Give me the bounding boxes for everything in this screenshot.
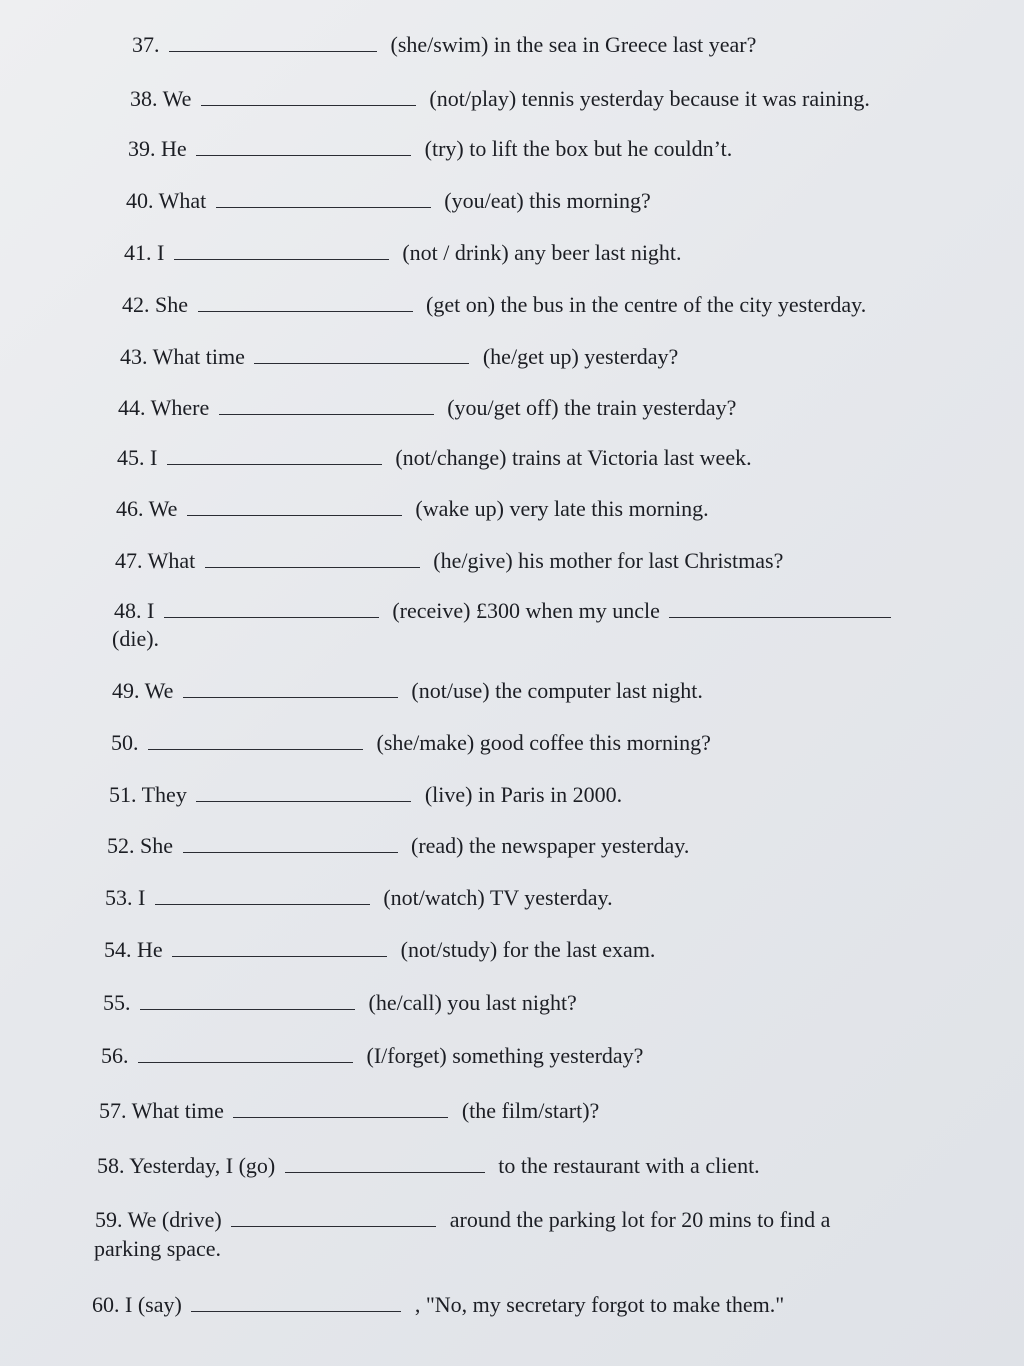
answer-blank[interactable]	[140, 989, 355, 1010]
question-subject: Yesterday, I (go)	[129, 1153, 276, 1178]
question-57	[99, 1096, 599, 1126]
question-number: 38.	[130, 86, 158, 111]
answer-blank[interactable]	[216, 187, 431, 208]
question-48-continuation: (die).	[112, 626, 160, 651]
question-number: 47.	[115, 548, 143, 573]
question-number: 49.	[112, 678, 140, 703]
answer-blank[interactable]	[183, 677, 398, 698]
question-number: 46.	[116, 496, 144, 521]
answer-blank[interactable]	[191, 1291, 401, 1312]
question-verb: to the restaurant with a client.	[498, 1153, 760, 1178]
question-41	[124, 238, 682, 268]
answer-blank[interactable]	[231, 1206, 436, 1227]
question-number: 51.	[109, 782, 137, 807]
question-verb: (you/eat) this morning?	[444, 188, 651, 213]
question-47	[115, 546, 783, 576]
question-50	[111, 728, 711, 758]
question-verb: (he/give) his mother for last Christmas?	[433, 548, 784, 573]
question-37	[132, 30, 756, 60]
question-verb: around the parking lot for 20 mins to find a	[449, 1207, 831, 1232]
question-number: 48.	[114, 598, 142, 623]
question-45	[117, 443, 752, 473]
question-subject: We	[162, 86, 192, 111]
question-verb: (he/get up) yesterday?	[482, 344, 679, 369]
question-verb: (not/change) trains at Victoria last week.	[395, 445, 752, 470]
question-number: 59.	[95, 1207, 123, 1232]
question-verb: (not/use) the computer last night.	[411, 678, 703, 703]
question-subject: We	[144, 678, 174, 703]
answer-blank[interactable]	[164, 597, 379, 618]
question-number: 40.	[126, 188, 154, 213]
question-59-continuation: parking space.	[94, 1236, 222, 1261]
answer-blank[interactable]	[183, 832, 398, 853]
question-verb: (not/play) tennis yesterday because it was raining.	[429, 86, 870, 111]
question-subject: What time	[152, 344, 245, 369]
question-number: 60.	[92, 1292, 120, 1317]
question-subject: I	[150, 445, 158, 470]
question-verb: (you/get off) the train yesterday?	[447, 395, 737, 420]
question-number: 45.	[117, 445, 145, 470]
question-number: 53.	[105, 885, 133, 910]
question-verb: (the film/start)?	[461, 1098, 600, 1123]
question-56	[101, 1041, 643, 1071]
answer-blank[interactable]	[174, 239, 389, 260]
question-subject: What time	[131, 1098, 224, 1123]
question-subject: I	[157, 240, 165, 265]
answer-blank[interactable]	[196, 781, 411, 802]
question-number: 52.	[107, 833, 135, 858]
answer-blank[interactable]	[205, 547, 420, 568]
question-subject: What	[158, 188, 207, 213]
question-52	[107, 831, 689, 861]
question-number: 56.	[101, 1043, 129, 1068]
question-number: 55.	[103, 990, 131, 1015]
answer-blank[interactable]	[187, 495, 402, 516]
question-verb: (get on) the bus in the centre of the city yesterday.	[426, 292, 867, 317]
answer-blank[interactable]	[219, 394, 434, 415]
answer-blank[interactable]	[138, 1042, 353, 1063]
question-40	[126, 186, 651, 216]
question-subject: We	[148, 496, 178, 521]
question-43	[120, 342, 678, 372]
question-number: 44.	[118, 395, 146, 420]
question-49	[112, 676, 703, 706]
question-verb: (wake up) very late this morning.	[415, 496, 709, 521]
question-verb: (receive) £300 when my uncle	[392, 598, 660, 623]
question-number: 58.	[97, 1153, 125, 1178]
answer-blank[interactable]	[155, 884, 370, 905]
answer-blank[interactable]	[198, 291, 413, 312]
question-number: 41.	[124, 240, 152, 265]
question-59	[95, 1205, 830, 1235]
question-number: 43.	[120, 344, 148, 369]
question-verb: (live) in Paris in 2000.	[424, 782, 623, 807]
answer-blank[interactable]	[196, 135, 411, 156]
question-60	[92, 1290, 784, 1320]
question-verb: (try) to lift the box but he couldn’t.	[424, 136, 733, 161]
question-number: 50.	[111, 730, 139, 755]
question-verb: , "No, my secretary forgot to make them."	[414, 1292, 785, 1317]
answer-blank[interactable]	[169, 31, 377, 52]
question-subject: I	[147, 598, 155, 623]
question-53	[105, 883, 613, 913]
question-verb: (he/call) you last night?	[368, 990, 577, 1015]
question-44	[118, 393, 736, 423]
question-verb: (she/swim) in the sea in Greece last year?	[390, 32, 757, 57]
answer-blank-2[interactable]	[669, 597, 891, 618]
answer-blank[interactable]	[148, 729, 363, 750]
question-subject: I	[138, 885, 146, 910]
question-subject: We (drive)	[127, 1207, 222, 1232]
question-number: 37.	[132, 32, 160, 57]
answer-blank[interactable]	[172, 936, 387, 957]
question-42	[122, 290, 866, 320]
question-subject: He	[161, 136, 187, 161]
answer-blank[interactable]	[233, 1097, 448, 1118]
question-subject: What	[147, 548, 196, 573]
question-58	[97, 1151, 760, 1181]
question-verb: (not/watch) TV yesterday.	[383, 885, 613, 910]
question-38	[130, 84, 870, 114]
question-subject: They	[141, 782, 187, 807]
question-48	[114, 596, 899, 626]
question-verb: (not/study) for the last exam.	[400, 937, 656, 962]
question-number: 57.	[99, 1098, 127, 1123]
question-verb: (read) the newspaper yesterday.	[411, 833, 690, 858]
question-54	[104, 935, 655, 965]
question-subject: She	[155, 292, 188, 317]
question-verb: (I/forget) something yesterday?	[366, 1043, 644, 1068]
question-number: 42.	[122, 292, 150, 317]
question-subject: Where	[150, 395, 210, 420]
question-number: 39.	[128, 136, 156, 161]
question-46	[116, 494, 709, 524]
question-39	[128, 134, 732, 164]
question-51	[109, 780, 622, 810]
answer-blank[interactable]	[254, 343, 469, 364]
question-subject: She	[140, 833, 173, 858]
answer-blank[interactable]	[285, 1152, 485, 1173]
question-subject: He	[137, 937, 163, 962]
question-subject: I (say)	[125, 1292, 182, 1317]
question-verb: (she/make) good coffee this morning?	[376, 730, 711, 755]
question-55	[103, 988, 577, 1018]
question-number: 54.	[104, 937, 132, 962]
question-verb: (not / drink) any beer last night.	[402, 240, 682, 265]
answer-blank[interactable]	[201, 85, 416, 106]
answer-blank[interactable]	[167, 444, 382, 465]
